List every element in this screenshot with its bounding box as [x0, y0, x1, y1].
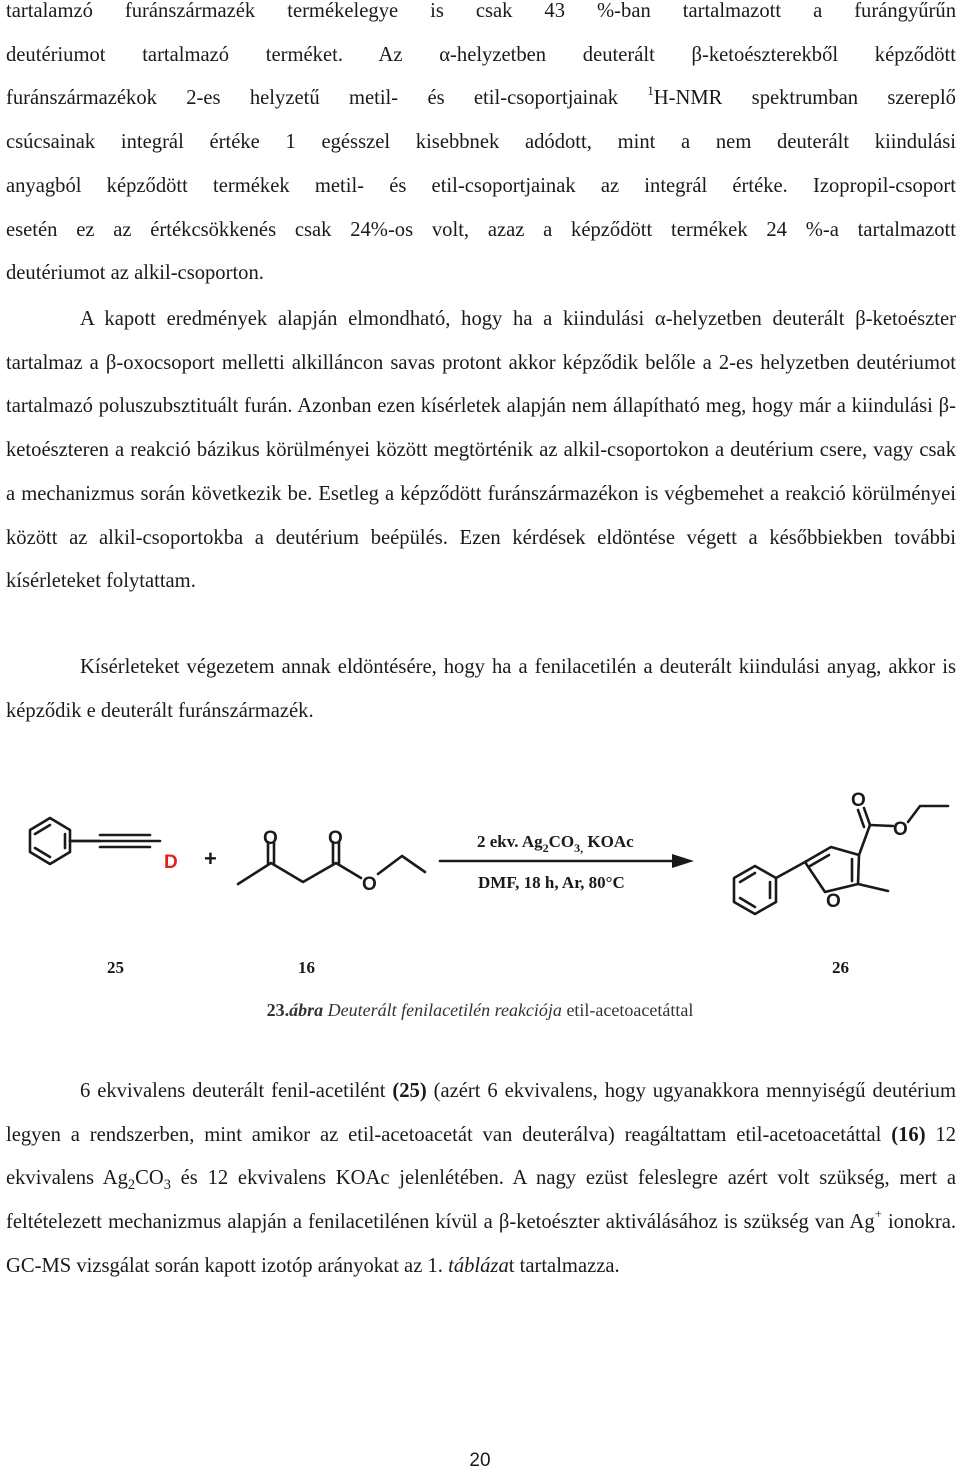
oxygen-label-product-ester: O — [893, 819, 908, 840]
paragraph-3 — [6, 646, 956, 733]
p1-line-3: furánszármazékok 2-es helyzetű metil- és etil-csoportjainak $^1$H-NMR spektrumban szereplő — [6, 83, 956, 110]
page-number: 20 — [469, 1450, 491, 1471]
furan-product-structure — [734, 806, 948, 914]
p1-line-7: deutériumot az alkil-csoporton. — [6, 262, 264, 285]
caption-tail: etil-acetoacetáttal — [561, 1000, 694, 1020]
table-ref: tábláza — [448, 1254, 509, 1277]
oxygen-label-ester-carbonyl: O — [328, 828, 343, 849]
compound-number-25: 25 — [107, 958, 124, 977]
caption-number: 23. — [266, 1000, 290, 1020]
compound-number-26: 26 — [832, 958, 849, 977]
deuterium-label: D — [164, 852, 178, 873]
paragraph-2 — [6, 298, 956, 604]
compound-number-16: 16 — [298, 958, 315, 977]
p1-line-1: tartalamzó furánszármazék termékelegye is csak 43 %-ban tartalmazott a furángyűrűn — [6, 0, 956, 22]
caption-label: ábra — [289, 1000, 324, 1020]
triple-bond — [70, 835, 160, 847]
oxygen-label-furan-ring: O — [826, 891, 841, 912]
ref-compound-25: (25) — [392, 1080, 427, 1102]
paragraph-4: 6 ekvivalens deuterált fenil-acetilént (25) (azért 6 ekvivalens, hogy ugyanakkora mennyiségű deutérium legyen a rendszerben, mint amikor az etil-acetoacetát van deuterálva) reagáltattam etil-acetoacetáttal (16) 12 ekvivalens $Ag_2CO_3$ és 12 ekvivalens KOAc jelenlétében. A nagy ezüst feleslegre azért volt szükség, mert a feltételezett mechanizmus alapján a fenilacetilénen kívül a β-ketoészter aktiválásához is szükség van Ag+ ionokra. GC-MS vizsgálat során kapott izotóp arányokat az 1. táblázat tartalmazza. — [6, 1080, 957, 1277]
figure-caption — [0, 998, 960, 1022]
oxygen-label-ketone: O — [263, 828, 278, 849]
reaction-scheme — [0, 770, 960, 990]
paragraph-1 — [6, 0, 956, 296]
plus-sign: + — [204, 846, 217, 871]
reaction-arrow-head — [672, 854, 694, 868]
conditions-reagents: 2 ekv. $Ag_2CO_{3,}$ KOAc — [477, 832, 634, 855]
caption-description: Deuterált fenilacetilén reakciója — [323, 1000, 562, 1020]
p1-line-4: csúcsainak integrál értéke 1 egésszel kisebbnek adódott, mint a nem deuterált kiindulási — [6, 131, 956, 154]
p1-line-2: deutériumot tartalmazó terméket. Az α-helyzetben deuterált β-ketoészterekből képződött — [6, 43, 956, 66]
p3-text: Kísérleteket végezetem annak eldöntésére, hogy ha a fenilacetilén a deuterált kiindulási anyag, akkor is képződik e deuterált furánszármazék. — [6, 656, 956, 722]
p2-text: A kapott eredmények alapján elmondható, hogy ha a kiindulási α-helyzetben deuterált β-ketoészter tartalmaz a β-oxocsoport melletti alkilláncon savas protont akkor képződik belőle a 2-es helyzetben deutériumot tartalmazó poluszubsztituált furán. Azonban ezen kísérletek alapján nem állapítható meg, hogy már a kiindulási β-ketoészteren a reakció bázikus körülményei között megtörténik az alkil-csoportokon a deutérium csere, vagy csak a mechanizmus során következik be. Esetleg a képződött furánszármazékon is végbemehet a reakció körülményei között az alkil-csoportokba a deutérium beépülés. Ezen kérdések eldöntése végett a későbbiekben további kísérleteket folytattam. — [6, 308, 956, 593]
p1-line-5: anyagból képződött termékek metil- és etil-csoportjainak az integrál értéke. Izopropil-csoport — [6, 174, 956, 197]
oxygen-label-ester: O — [362, 874, 377, 895]
ref-compound-16: (16) — [891, 1123, 926, 1146]
phenyl-ring-left — [30, 818, 70, 864]
conditions-solvent: DMF, 18 h, Ar, 80°C — [478, 873, 625, 892]
oxygen-label-product-carbonyl: O — [851, 790, 866, 811]
p1-line-6: esetén ez az értékcsökkenés csak 24%-os volt, azaz a képződött termékek 24 %-a tartalmazott — [6, 218, 956, 241]
